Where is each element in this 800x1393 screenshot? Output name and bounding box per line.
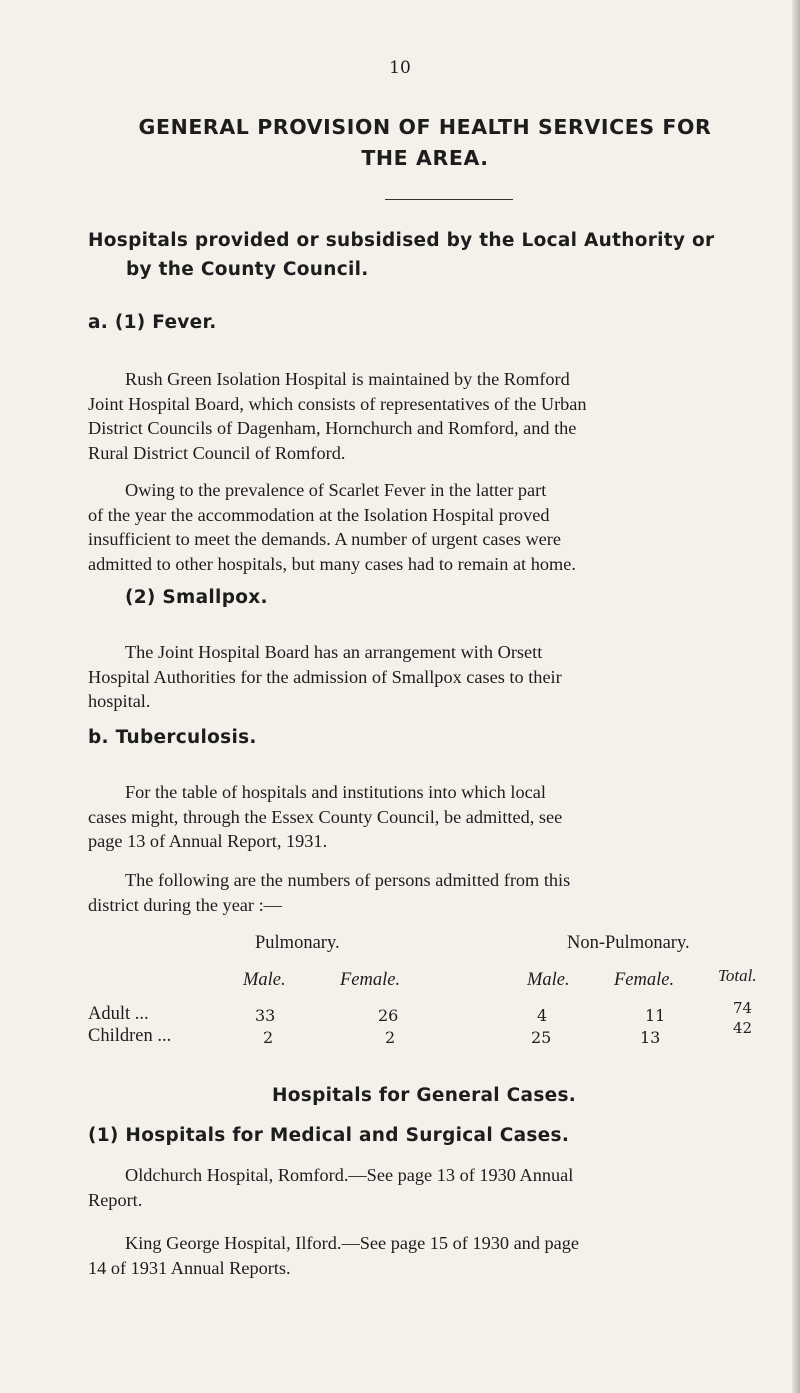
table-group-pulmonary: Pulmonary. xyxy=(255,933,340,953)
text-line: page 13 of Annual Report, 1931. xyxy=(88,831,328,851)
text-line: Hospital Authorities for the admission of Smallpox cases to their xyxy=(88,666,562,687)
text-line: Oldchurch Hospital, Romford.—See page 13 of 1930 Annual xyxy=(125,1165,574,1185)
text-line: The following are the numbers of persons admitted from this xyxy=(125,870,571,890)
text-line: The Joint Hospital Board has an arrangement with Orsett xyxy=(125,642,543,662)
table-row-adult-label: Adult ... xyxy=(88,1004,149,1024)
text-line: admitted to other hospitals, but many cases had to remain at home. xyxy=(88,553,576,574)
table-cell: 42 xyxy=(733,1019,753,1037)
text-line: District Councils of Dagenham, Hornchurch and Romford, and the xyxy=(88,418,577,438)
table-cell: 4 xyxy=(537,1006,548,1025)
text-line: hospital. xyxy=(88,691,151,711)
table-header-female: Female. xyxy=(340,970,401,990)
text-line: Rural District Council of Romford. xyxy=(88,442,346,463)
table-cell: 11 xyxy=(645,1006,666,1025)
general-cases-heading: Hospitals for General Cases. xyxy=(272,1085,577,1106)
hospitals-heading-line-2: by the County Council. xyxy=(126,259,369,280)
general-paragraph-2 xyxy=(88,1231,793,1280)
text-line: King George Hospital, Ilford.—See page 15 of 1930 and page xyxy=(125,1233,580,1253)
text-line: Joint Hospital Board, which consists of representatives of the Urban xyxy=(88,393,587,414)
table-cell: 26 xyxy=(378,1006,399,1025)
table-cell: 25 xyxy=(531,1028,552,1047)
title-line-2: THE AREA. xyxy=(361,146,489,170)
table-header-male: Male. xyxy=(243,970,286,990)
general-paragraph-1 xyxy=(88,1163,793,1212)
page-number: 10 xyxy=(389,58,411,78)
title-line-1: GENERAL PROVISION OF HEALTH SERVICES FOR xyxy=(138,115,712,139)
table-header-total: Total. xyxy=(718,966,757,985)
page-edge xyxy=(792,0,800,1393)
text-line: cases might, through the Essex County Council, be admitted, see xyxy=(88,806,563,827)
section-a-heading: a. (1) Fever. xyxy=(88,312,217,333)
table-cell: 2 xyxy=(385,1028,396,1047)
smallpox-heading: (2) Smallpox. xyxy=(125,587,268,608)
table-header-female-2: Female. xyxy=(614,970,675,990)
section-a-paragraph-2 xyxy=(88,478,788,576)
divider xyxy=(385,199,513,200)
table-cell: 33 xyxy=(255,1006,276,1025)
table-cell: 2 xyxy=(263,1028,274,1047)
section-a-paragraph-3 xyxy=(88,640,788,714)
text-line: district during the year :— xyxy=(88,894,282,915)
table-row-children-label: Children ... xyxy=(88,1026,172,1046)
section-b-paragraph-2 xyxy=(88,868,788,917)
text-line: Report. xyxy=(88,1189,143,1210)
page-title xyxy=(60,112,790,174)
table-header-male-2: Male. xyxy=(527,970,570,990)
text-line: Owing to the prevalence of Scarlet Fever in the latter part xyxy=(125,480,547,500)
table-cell: 13 xyxy=(640,1028,661,1047)
medical-surgical-heading: (1) Hospitals for Medical and Surgical Cases. xyxy=(88,1125,570,1146)
section-b-paragraph-1 xyxy=(88,780,788,854)
hospitals-heading-line-1: Hospitals provided or subsidised by the Local Authority or xyxy=(88,230,715,251)
text-line: insufficient to meet the demands. A number of urgent cases were xyxy=(88,529,561,549)
section-b-heading: b. Tuberculosis. xyxy=(88,727,257,748)
table-group-non-pulmonary: Non-Pulmonary. xyxy=(567,933,690,953)
text-line: 14 of 1931 Annual Reports. xyxy=(88,1257,291,1278)
text-line: of the year the accommodation at the Isolation Hospital proved xyxy=(88,504,550,525)
text-line: For the table of hospitals and institutions into which local xyxy=(125,782,546,802)
section-a-paragraph-1 xyxy=(88,367,788,465)
text-line: Rush Green Isolation Hospital is maintained by the Romford xyxy=(125,369,570,389)
table-cell: 74 xyxy=(733,999,753,1017)
